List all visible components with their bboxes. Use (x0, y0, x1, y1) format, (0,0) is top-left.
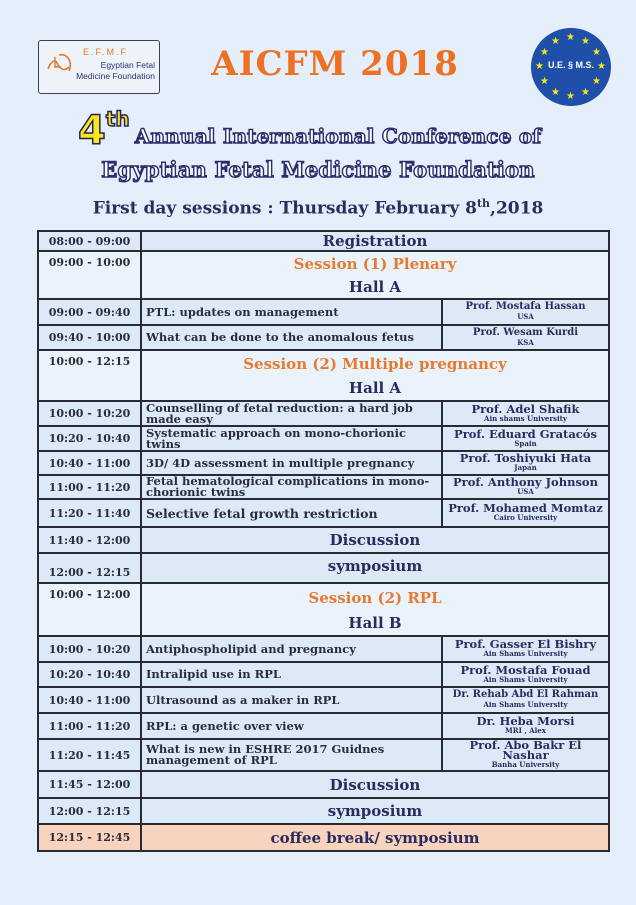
subtitle-prefix: First day sessions : Thursday February 8 (92, 198, 477, 219)
time-cell: 12:00 - 12:15 (38, 553, 141, 583)
talk-topic: Fetal hematological complications in mono-chorionic twins (141, 475, 442, 499)
speaker-name: Prof. Mostafa Fouad (460, 662, 591, 677)
speaker-cell (442, 325, 609, 350)
time-cell: 09:00 - 10:00 (38, 251, 141, 299)
symposium-label: symposium (141, 798, 609, 824)
logo-org-name (75, 60, 155, 82)
speaker-cell (442, 636, 609, 662)
time-cell: 10:40 - 11:00 (38, 687, 141, 713)
time-cell: 10:40 - 11:00 (38, 451, 141, 475)
coffee-break-row (38, 824, 609, 851)
conference-name-line-2: Egyptian Fetal Medicine Foundation (101, 157, 535, 182)
speaker-affiliation: Ain Shams University (483, 700, 568, 709)
talk-topic: Antiphospholipid and pregnancy (141, 636, 442, 662)
event-title: AICFM 2018 (211, 44, 459, 84)
time-cell: 10:00 - 12:15 (38, 350, 141, 401)
ordinal-number: 4 (78, 108, 106, 154)
talk-row (38, 662, 609, 687)
star-icon: ★ (581, 36, 590, 47)
speaker-affiliation: Japan (514, 463, 537, 472)
registration-label: Registration (141, 231, 609, 251)
time-cell: 10:20 - 10:40 (38, 662, 141, 687)
discussion-label: Discussion (141, 527, 609, 553)
speaker-cell (442, 426, 609, 451)
speaker-name: Prof. Adel Shafik (471, 401, 580, 416)
time-cell: 11:00 - 11:20 (38, 713, 141, 739)
speaker-name: Dr. Rehab Abd El Rahman (452, 689, 599, 700)
fetus-swirl-icon (45, 49, 75, 79)
talk-row (38, 687, 609, 713)
star-icon: ★ (592, 76, 601, 87)
time-cell: 08:00 - 09:00 (38, 231, 141, 251)
time-cell: 10:20 - 10:40 (38, 426, 141, 451)
time-cell: 12:00 - 12:15 (38, 798, 141, 824)
speaker-cell (442, 475, 609, 499)
time-cell: 09:00 - 09:40 (38, 299, 141, 325)
time-cell: 10:00 - 10:20 (38, 401, 141, 426)
talk-row (38, 499, 609, 527)
talk-topic: Selective fetal growth restriction (141, 499, 442, 527)
talk-topic: Systematic approach on mono-chorionic twins (141, 426, 442, 451)
talk-row (38, 299, 609, 325)
symposium-label: symposium (141, 553, 609, 583)
talk-row (38, 451, 609, 475)
speaker-affiliation: Ain shams University (484, 413, 567, 423)
speaker-cell (442, 451, 609, 475)
logo-line-1: Egyptian Fetal (100, 60, 155, 70)
star-icon: ★ (592, 47, 601, 58)
symposium-row (38, 798, 609, 824)
speaker-cell (442, 687, 609, 713)
star-icon: ★ (535, 61, 544, 72)
talk-topic: Ultrasound as a maker in RPL (141, 687, 442, 713)
talk-row (38, 636, 609, 662)
speaker-name: Prof. Gasser El Bishry (454, 637, 597, 651)
speaker-name: Prof. Mostafa Hassan (465, 301, 586, 312)
time-cell: 11:45 - 12:00 (38, 771, 141, 798)
talk-topic: Counselling of fetal reduction: a hard job made easy (141, 401, 442, 426)
speaker-affiliation: Ain Shams University (483, 674, 568, 684)
talk-row (38, 426, 609, 451)
speaker-cell (442, 401, 609, 426)
talk-row (38, 475, 609, 499)
speaker-cell (442, 713, 609, 739)
time-cell: 11:00 - 11:20 (38, 475, 141, 499)
star-icon: ★ (540, 47, 549, 58)
symposium-row (38, 553, 609, 583)
star-icon: ★ (597, 61, 606, 72)
day-subtitle (0, 197, 636, 219)
efmf-logo (38, 40, 160, 94)
speaker-name: Prof. Anthony Johnson (453, 475, 598, 489)
star-icon: ★ (581, 87, 590, 98)
talk-row (38, 401, 609, 426)
star-icon: ★ (551, 87, 560, 98)
uems-right: M.S. (575, 60, 595, 70)
schedule-table (37, 230, 610, 852)
uems-logo (531, 28, 611, 106)
hall-label: Hall A (141, 276, 609, 299)
session-title: Session (1) Plenary (141, 251, 609, 276)
ordinal-suffix: th (105, 107, 130, 131)
talk-topic: PTL: updates on management (141, 299, 442, 325)
uems-left: U.E. (547, 60, 566, 70)
speaker-affiliation: MRI , Alex (505, 726, 546, 735)
caduceus-icon: § (567, 60, 573, 70)
discussion-row (38, 527, 609, 553)
talk-row (38, 739, 609, 771)
time-cell: 11:40 - 12:00 (38, 527, 141, 553)
time-cell: 12:15 - 12:45 (38, 824, 141, 851)
session-header-row (38, 251, 609, 276)
subtitle-suffix: ,2018 (490, 198, 544, 219)
time-cell: 09:40 - 10:00 (38, 325, 141, 350)
speaker-name: Prof. Mohamed Momtaz (448, 501, 603, 515)
talk-topic: What can be done to the anomalous fetus (141, 325, 442, 350)
uems-text (531, 60, 611, 70)
hall-label: Hall B (141, 611, 609, 636)
speaker-name: Dr. Heba Morsi (476, 714, 575, 728)
conference-name-line-1: Annual International Conference of (134, 124, 542, 148)
hall-label: Hall A (141, 376, 609, 401)
discussion-row (38, 771, 609, 798)
talk-topic: 3D/ 4D assessment in multiple pregnancy (141, 451, 442, 475)
speaker-affiliation: USA (517, 312, 534, 321)
speaker-name: Prof. Wesam Kurdi (472, 326, 579, 338)
time-cell: 10:00 - 12:00 (38, 583, 141, 636)
speaker-affiliation: Banha University (491, 760, 560, 769)
registration-row (38, 231, 609, 251)
talk-row (38, 713, 609, 739)
talk-row (38, 325, 609, 350)
coffee-break-label: coffee break/ symposium (141, 824, 609, 851)
speaker-affiliation: KSA (517, 337, 534, 347)
speaker-affiliation: USA (517, 487, 534, 496)
time-cell: 11:20 - 11:40 (38, 499, 141, 527)
speaker-affiliation: Cairo University (493, 513, 558, 522)
speaker-name: Prof. Eduard Gratacós (454, 426, 597, 441)
talk-topic: Intralipid use in RPL (141, 662, 442, 687)
time-cell: 10:00 - 10:20 (38, 636, 141, 662)
star-icon: ★ (566, 91, 575, 102)
speaker-cell (442, 299, 609, 325)
speaker-affiliation: Ain Shams University (483, 649, 568, 658)
speaker-name: Prof. Abo Bakr El Nashar (469, 738, 582, 762)
speaker-affiliation: Spain (514, 438, 537, 448)
session-title: Session (2) Multiple pregnancy (141, 350, 609, 376)
talk-topic: What is new in ESHRE 2017 Guidnes management of RPL (141, 739, 442, 771)
time-cell: 11:20 - 11:45 (38, 739, 141, 771)
star-icon: ★ (551, 36, 560, 47)
session-title: Session (2) RPL (141, 583, 609, 611)
speaker-name: Prof. Toshiyuki Hata (459, 451, 592, 465)
speaker-cell (442, 499, 609, 527)
speaker-cell (442, 739, 609, 771)
talk-topic: RPL: a genetic over view (141, 713, 442, 739)
star-icon: ★ (566, 32, 575, 43)
star-icon: ★ (540, 76, 549, 87)
session-header-row (38, 583, 609, 611)
logo-line-2: Medicine Foundation (76, 71, 155, 81)
subtitle-sup: th (476, 197, 491, 210)
speaker-cell (442, 662, 609, 687)
logo-abbreviation: E.F.M.F (83, 47, 128, 57)
session-header-row (38, 350, 609, 376)
discussion-label: Discussion (141, 771, 609, 798)
